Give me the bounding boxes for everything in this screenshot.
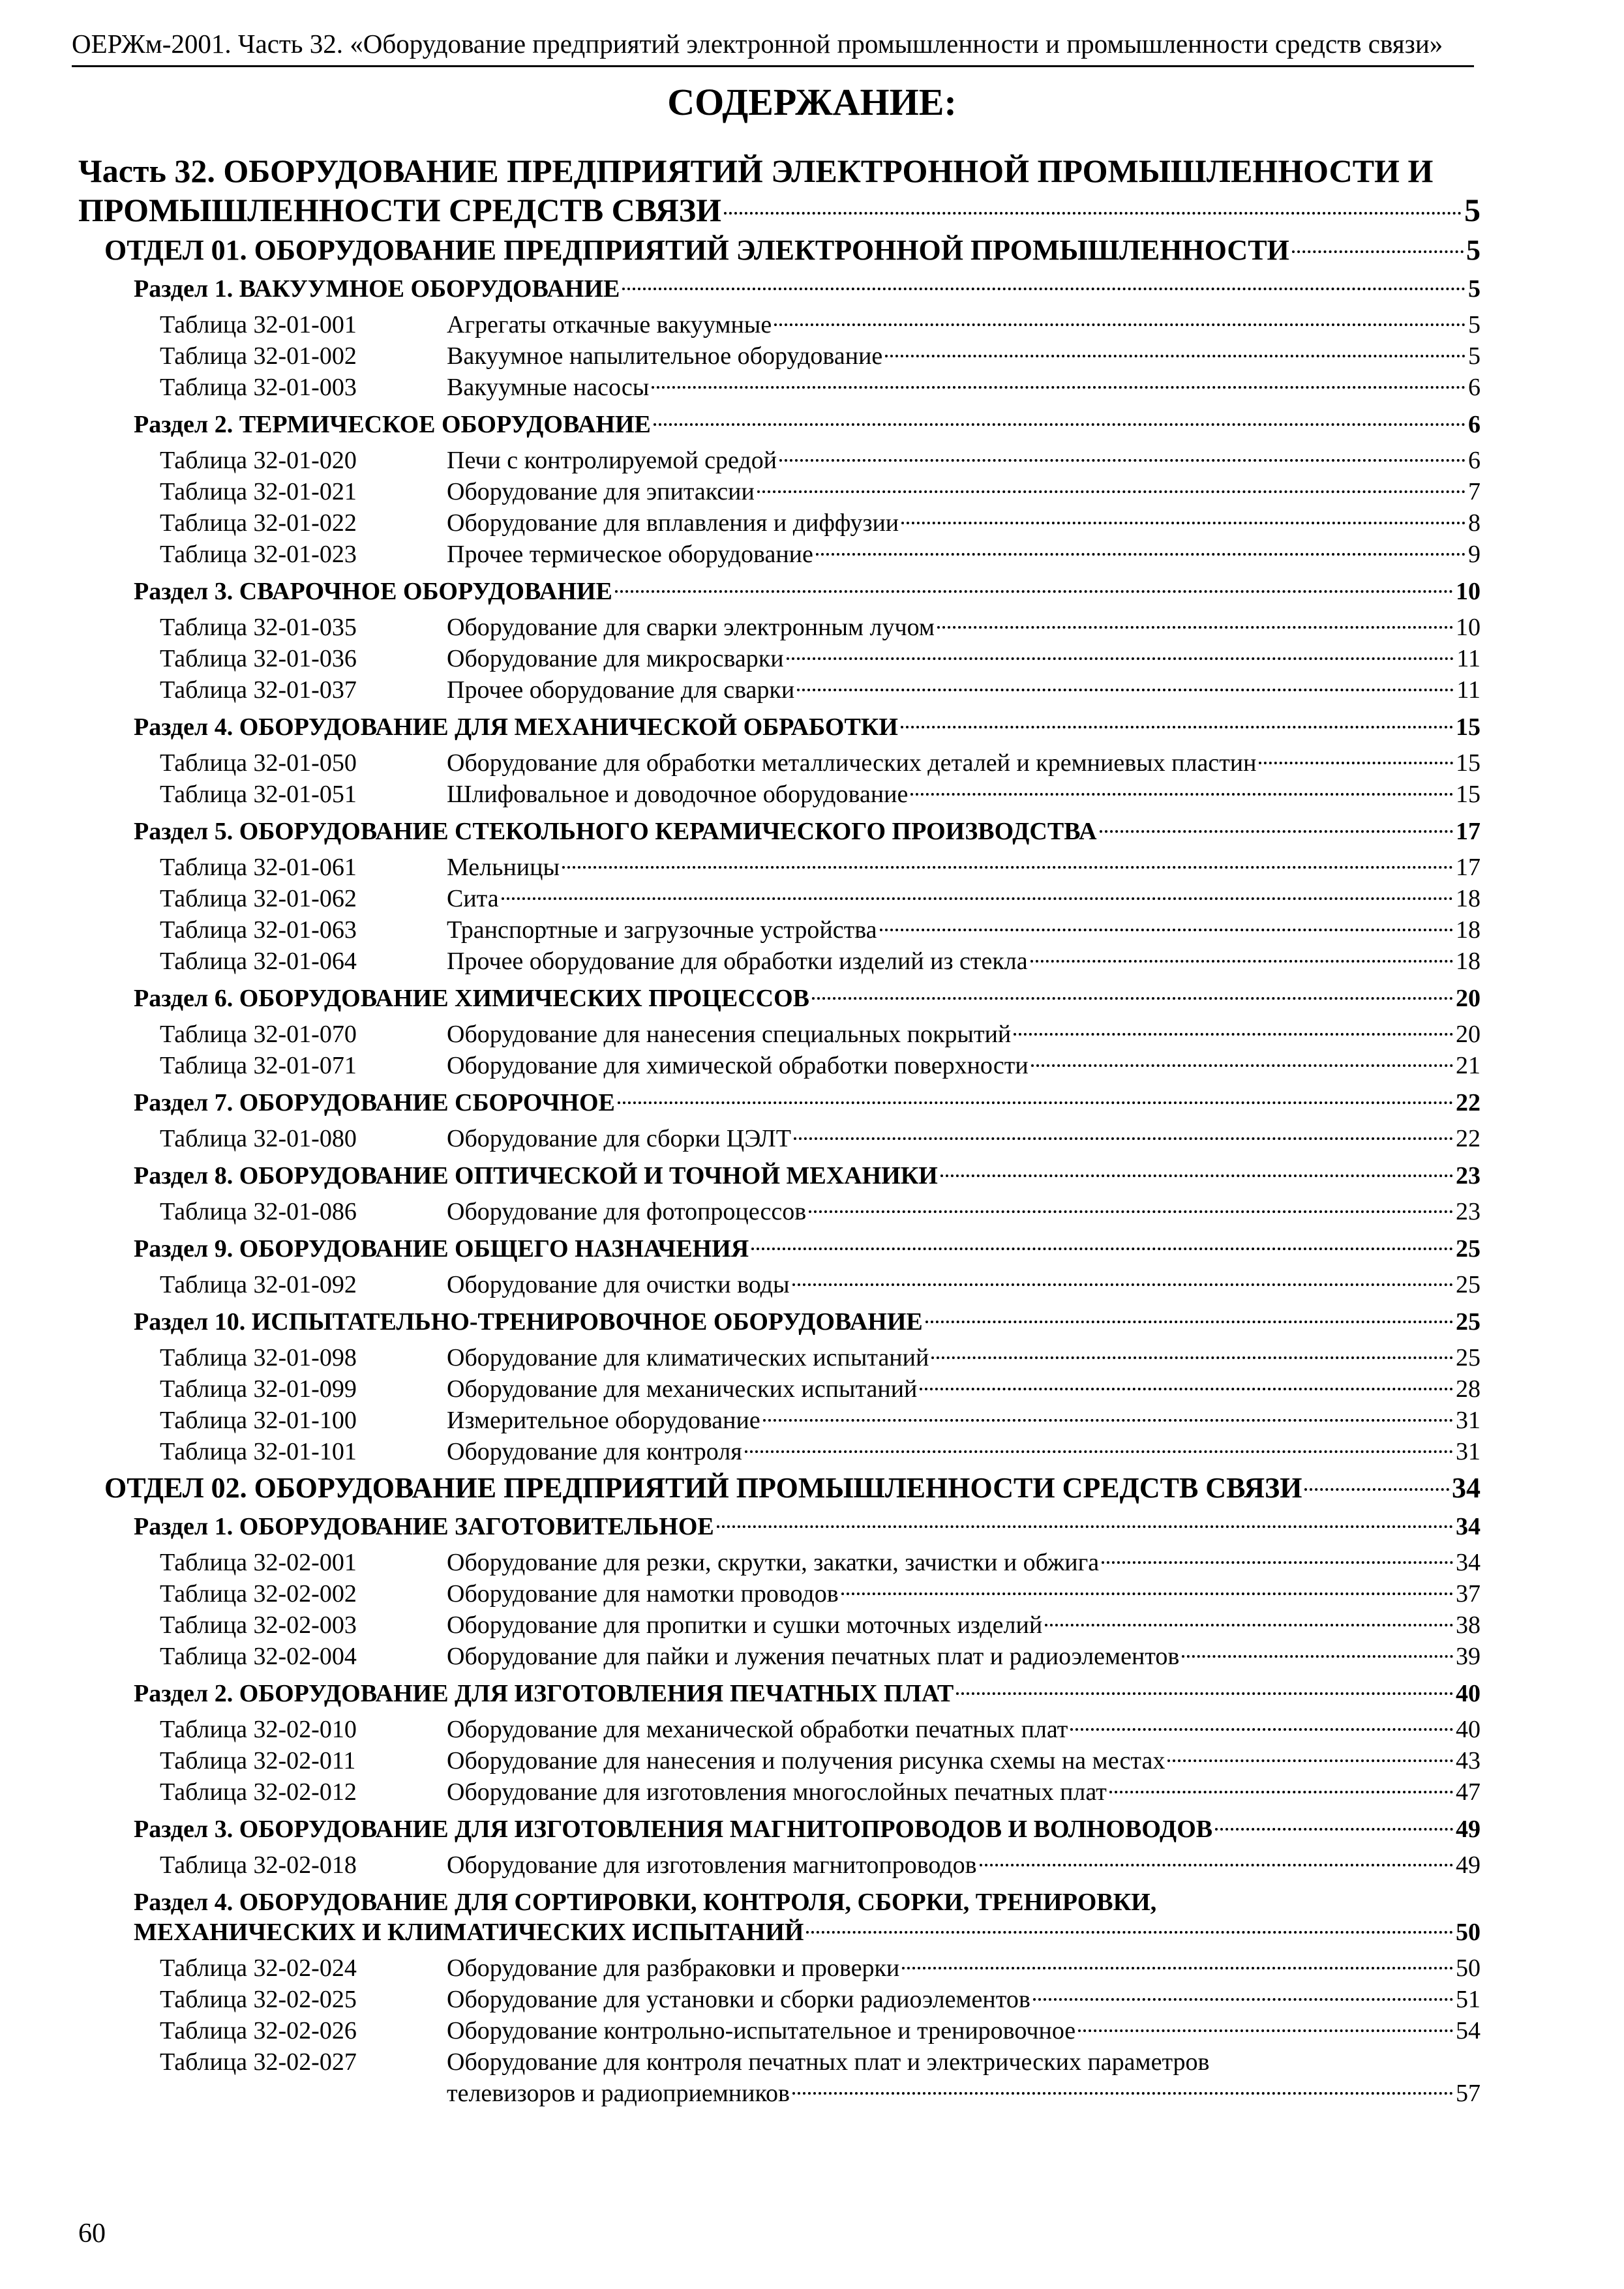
toc-table-number: Таблица 32-01-071	[160, 1052, 357, 1079]
toc-table-number: Таблица 32-02-024	[160, 1954, 357, 1982]
toc-table-entry[interactable]	[78, 476, 1481, 507]
toc-page-number: 28	[1456, 1375, 1481, 1403]
toc-entry-title: Вакуумное напылительное оборудование	[447, 342, 883, 370]
toc-page-number: 18	[1456, 885, 1481, 912]
dot-leader	[980, 1864, 1453, 1866]
toc-entry-title: Оборудование для эпитаксии	[447, 478, 755, 505]
toc-table-entry[interactable]	[78, 883, 1481, 914]
toc-entry-title: Оборудование для микросварки	[447, 645, 784, 672]
toc-table-number: Таблица 32-01-023	[160, 541, 357, 568]
toc-table-entry[interactable]	[78, 946, 1481, 977]
toc-section-entry[interactable]	[78, 576, 1481, 606]
dot-leader	[654, 423, 1466, 426]
dot-leader	[779, 459, 1466, 462]
toc-entry-title: Раздел 1. ВАКУУМНОЕ ОБОРУДОВАНИЕ	[134, 275, 620, 303]
toc-page-number: 34	[1456, 1549, 1481, 1576]
dot-leader	[622, 288, 1466, 290]
dot-leader	[901, 522, 1466, 524]
dot-leader	[1259, 762, 1453, 764]
toc-section-entry[interactable]	[78, 1512, 1481, 1542]
dot-leader	[562, 866, 1453, 869]
toc-table-entry[interactable]	[78, 643, 1481, 674]
toc-page-number: 6	[1468, 374, 1481, 401]
toc-page-number: 25	[1456, 1308, 1481, 1336]
toc-table-entry[interactable]	[78, 1714, 1481, 1745]
toc-page-number: 22	[1456, 1089, 1481, 1116]
toc-entry-title: Раздел 1. ОБОРУДОВАНИЕ ЗАГОТОВИТЕЛЬНОЕ	[134, 1513, 714, 1540]
toc-table-entry[interactable]	[78, 2015, 1481, 2046]
toc-table-number: Таблица 32-01-080	[160, 1125, 357, 1152]
toc-page-number: 43	[1456, 1747, 1481, 1774]
toc-page-number: 23	[1456, 1162, 1481, 1189]
toc-page-number: 7	[1468, 478, 1481, 505]
page-title: СОДЕРЖАНИЕ:	[667, 81, 957, 123]
dot-leader	[745, 1450, 1453, 1453]
toc-entry-title: Оборудование для изготовления многослойных печатных плат	[447, 1778, 1107, 1806]
toc-table-number: Таблица 32-02-011	[160, 1747, 356, 1774]
toc-entry-title: Шлифовальное и доводочное оборудование	[447, 781, 909, 808]
toc-page-number: 10	[1456, 578, 1481, 605]
toc-table-number: Таблица 32-01-061	[160, 854, 357, 881]
toc-entry-title: ОТДЕЛ 02. ОБОРУДОВАНИЕ ПРЕДПРИЯТИЙ ПРОМЫШЛЕННОСТИ СРЕДСТВ СВЯЗИ	[104, 1472, 1302, 1504]
dot-leader	[1292, 250, 1464, 253]
toc-section-entry[interactable]	[78, 1814, 1481, 1844]
toc-page-number: 17	[1456, 854, 1481, 881]
toc-table-entry[interactable]	[78, 1436, 1481, 1467]
toc-table-number: Таблица 32-01-036	[160, 645, 357, 672]
toc-section-entry[interactable]	[78, 1234, 1481, 1264]
toc-entry-title: Раздел 5. ОБОРУДОВАНИЕ СТЕКОЛЬНОГО КЕРАМИЧЕСКОГО ПРОИЗВОДСТВА	[134, 818, 1097, 845]
toc-table-entry[interactable]	[78, 1984, 1481, 2015]
toc-page-number: 11	[1456, 645, 1481, 672]
toc-page-number: 5	[1464, 192, 1481, 228]
toc-table-number: Таблица 32-01-098	[160, 1344, 357, 1371]
toc-table-number: Таблица 32-01-101	[160, 1438, 357, 1465]
dot-leader	[1014, 1033, 1453, 1036]
toc-section-entry[interactable]	[78, 983, 1481, 1013]
toc-table-entry[interactable]	[78, 1123, 1481, 1154]
toc-entry-title: Транспортные и загрузочные устройства	[447, 916, 877, 944]
toc-table-entry[interactable]	[78, 309, 1481, 340]
toc-entry-title: Оборудование для разбраковки и проверки	[447, 1954, 900, 1982]
page-number: 60	[78, 2219, 106, 2249]
toc-entry-title: Прочее оборудование для сварки	[447, 676, 795, 704]
toc-table-number: Таблица 32-01-020	[160, 447, 357, 474]
toc-table-entry[interactable]	[78, 372, 1481, 403]
toc-entry-title: Оборудование для изготовления магнитопроводов	[447, 1851, 977, 1879]
toc-section-entry[interactable]	[78, 1161, 1481, 1191]
dot-leader	[920, 1388, 1453, 1390]
toc-entry-title: Оборудование для пропитки и сушки моточных изделий	[447, 1611, 1043, 1639]
toc-entry-title-line1: Часть 32. ОБОРУДОВАНИЕ ПРЕДПРИЯТИЙ ЭЛЕКТРОННОЙ ПРОМЫШЛЕННОСТИ И	[78, 153, 1434, 189]
toc-section-entry[interactable]	[78, 274, 1481, 304]
toc-entry-title: Оборудование для нанесения специальных покрытий	[447, 1021, 1012, 1048]
toc-table-number: Таблица 32-01-002	[160, 342, 357, 370]
toc-table-entry[interactable]	[78, 612, 1481, 643]
toc-page-number: 6	[1468, 447, 1481, 474]
toc-table-number: Таблица 32-02-018	[160, 1851, 357, 1879]
dot-leader	[937, 626, 1453, 629]
dot-leader	[724, 212, 1462, 215]
toc-table-number: Таблица 32-01-099	[160, 1375, 357, 1403]
dot-leader	[774, 323, 1466, 326]
dot-leader	[757, 490, 1466, 493]
toc-table-number: Таблица 32-02-027	[160, 2048, 357, 2076]
toc-table-number: Таблица 32-01-021	[160, 478, 357, 505]
toc-entry-title: Оборудование для механических испытаний	[447, 1375, 918, 1403]
toc-section-entry[interactable]	[78, 1307, 1481, 1337]
toc-division-entry[interactable]	[78, 233, 1481, 267]
toc-entry-title-line1: Оборудование для контроля печатных плат и электрических параметров	[447, 2048, 1210, 2076]
toc-entry-title: Раздел 4. ОБОРУДОВАНИЕ ДЛЯ МЕХАНИЧЕСКОЙ ОБРАБОТКИ	[134, 713, 898, 741]
toc-entry-title: Раздел 9. ОБОРУДОВАНИЕ ОБЩЕГО НАЗНАЧЕНИЯ	[134, 1235, 749, 1263]
toc-page-number: 21	[1456, 1052, 1481, 1079]
dot-leader	[1045, 1624, 1453, 1626]
toc-page-number: 25	[1456, 1344, 1481, 1371]
dot-leader	[925, 1321, 1453, 1323]
toc-entry-title: Оборудование для сварки электронным лучом	[447, 614, 935, 641]
toc-page-number: 5	[1468, 275, 1481, 303]
toc-page-number: 20	[1456, 985, 1481, 1012]
toc-page-number: 54	[1456, 2017, 1481, 2044]
toc-section-entry[interactable]	[78, 410, 1481, 440]
toc-page-number: 6	[1468, 411, 1481, 438]
toc-table-entry[interactable]	[78, 1196, 1481, 1227]
toc-table-number: Таблица 32-01-022	[160, 509, 357, 537]
toc-page-number: 47	[1456, 1778, 1481, 1806]
dot-leader	[885, 355, 1466, 357]
toc-entry-title: Оборудование для обработки металлических деталей и кремниевых пластин	[447, 749, 1257, 777]
toc-entry-title: Агрегаты откачные вакуумные	[447, 311, 772, 338]
toc-entry-title: Раздел 10. ИСПЫТАТЕЛЬНО-ТРЕНИРОВОЧНОЕ ОБОРУДОВАНИЕ	[134, 1308, 923, 1336]
toc-entry-title: Вакуумные насосы	[447, 374, 650, 401]
toc-entry-title: Оборудование для резки, скрутки, закатки, зачистки и обжига	[447, 1549, 1100, 1576]
toc-table-number: Таблица 32-01-070	[160, 1021, 357, 1048]
dot-leader	[1031, 1064, 1453, 1067]
toc-table-entry[interactable]	[78, 674, 1481, 706]
dot-leader	[806, 1931, 1453, 1934]
toc-table-number: Таблица 32-02-001	[160, 1549, 357, 1576]
toc-page-number: 23	[1456, 1198, 1481, 1225]
toc-section-entry[interactable]	[78, 712, 1481, 742]
toc-entry-title: Оборудование для механической обработки печатных плат	[447, 1716, 1068, 1743]
dot-leader	[502, 897, 1453, 900]
toc-page-number: 11	[1456, 676, 1481, 704]
toc-page-number: 22	[1456, 1125, 1481, 1152]
toc-table-number: Таблица 32-02-004	[160, 1643, 357, 1670]
toc-page-number: 25	[1456, 1271, 1481, 1298]
toc-page-number: 15	[1456, 781, 1481, 808]
dot-leader	[931, 1356, 1453, 1359]
toc-entry-title: Раздел 8. ОБОРУДОВАНИЕ ОПТИЧЕСКОЙ И ТОЧНОЙ МЕХАНИКИ	[134, 1162, 938, 1189]
toc-table-number: Таблица 32-02-012	[160, 1778, 357, 1806]
toc-page-number: 57	[1456, 2080, 1481, 2107]
toc-entry-title: Оборудование для сборки ЦЭЛТ	[447, 1125, 791, 1152]
dot-leader	[797, 689, 1454, 691]
toc-page-number: 18	[1456, 916, 1481, 944]
dot-leader	[816, 553, 1466, 556]
toc-page-number: 9	[1468, 541, 1481, 568]
toc-table-number: Таблица 32-02-010	[160, 1716, 357, 1743]
toc-page-number: 51	[1456, 1986, 1481, 2013]
toc-entry-title: Печи с контролируемой средой	[447, 447, 777, 474]
dot-leader	[1109, 1791, 1453, 1793]
toc-section-entry[interactable]	[78, 1887, 1481, 1947]
dot-leader	[1304, 1488, 1449, 1491]
toc-entry-title: Прочее термическое оборудование	[447, 541, 813, 568]
toc-page-number: 18	[1456, 948, 1481, 975]
toc-table-entry[interactable]	[78, 1849, 1481, 1881]
toc-page-number: 39	[1456, 1643, 1481, 1670]
dot-leader	[841, 1593, 1453, 1595]
toc-table-entry[interactable]	[78, 1050, 1481, 1081]
toc-entry-title: Оборудование для химической обработки поверхности	[447, 1052, 1029, 1079]
toc-entry-title: Оборудование для фотопроцессов	[447, 1198, 807, 1225]
dot-leader	[652, 386, 1466, 389]
dot-leader	[880, 929, 1453, 931]
toc-table-entry[interactable]	[78, 1609, 1481, 1641]
toc-table-entry[interactable]	[78, 1373, 1481, 1405]
toc-table-entry[interactable]	[78, 747, 1481, 779]
toc-entry-title: Сита	[447, 885, 499, 912]
toc-table-entry[interactable]	[78, 1641, 1481, 1672]
toc-page-number: 37	[1456, 1580, 1481, 1608]
dot-leader	[1033, 1998, 1453, 2001]
toc-table-number: Таблица 32-02-026	[160, 2017, 357, 2044]
toc-page-number: 20	[1456, 1021, 1481, 1048]
toc-entry-title: Оборудование для пайки и лужения печатных плат и радиоэлементов	[447, 1643, 1180, 1670]
toc-table-number: Таблица 32-01-064	[160, 948, 357, 975]
toc-page-number: 17	[1456, 818, 1481, 845]
toc-table-number: Таблица 32-02-025	[160, 1986, 357, 2013]
dot-leader	[792, 1283, 1453, 1286]
dot-leader	[940, 1174, 1453, 1177]
toc-page-number: 8	[1468, 509, 1481, 537]
dot-leader	[794, 1137, 1453, 1140]
toc-part-entry[interactable]	[78, 151, 1481, 230]
toc-table-entry[interactable]	[78, 2046, 1481, 2109]
toc-entry-title: Мельницы	[447, 854, 560, 881]
toc-table-entry[interactable]	[78, 1578, 1481, 1609]
toc-section-entry[interactable]	[78, 1679, 1481, 1709]
toc-table-entry[interactable]	[78, 445, 1481, 476]
toc-page-number: 5	[1468, 342, 1481, 370]
toc-page-number: 15	[1456, 713, 1481, 741]
dot-leader	[956, 1692, 1453, 1695]
toc-table-entry[interactable]	[78, 507, 1481, 539]
toc-page-number: 31	[1456, 1438, 1481, 1465]
toc-table-entry[interactable]	[78, 1547, 1481, 1578]
toc-table-entry[interactable]	[78, 779, 1481, 810]
toc-entry-title: Оборудование для нанесения и получения рисунка схемы на местах	[447, 1747, 1165, 1774]
toc-table-number: Таблица 32-01-086	[160, 1198, 357, 1225]
toc-table-entry[interactable]	[78, 1776, 1481, 1808]
toc-entry-title: Оборудование для вплавления и диффузии	[447, 509, 899, 537]
toc-table-entry[interactable]	[78, 1019, 1481, 1050]
dot-leader	[1167, 1759, 1453, 1762]
toc-table-entry[interactable]	[78, 1269, 1481, 1300]
toc-page-number: 50	[1456, 1954, 1481, 1982]
dot-leader	[812, 997, 1453, 1000]
toc-table-number: Таблица 32-01-063	[160, 916, 357, 944]
dot-leader	[792, 2092, 1453, 2095]
dot-leader	[717, 1525, 1453, 1528]
dot-leader	[1078, 2029, 1453, 2032]
toc-entry-title: Оборудование для контроля	[447, 1438, 742, 1465]
dot-leader	[618, 1101, 1453, 1104]
dot-leader	[1182, 1655, 1453, 1658]
dot-leader	[910, 793, 1453, 796]
toc-table-number: Таблица 32-01-001	[160, 311, 357, 338]
toc-entry-title: ОТДЕЛ 01. ОБОРУДОВАНИЕ ПРЕДПРИЯТИЙ ЭЛЕКТРОННОЙ ПРОМЫШЛЕННОСТИ	[104, 234, 1289, 266]
toc-entry-title: МЕХАНИЧЕСКИХ И КЛИМАТИЧЕСКИХ ИСПЫТАНИЙ	[134, 1919, 804, 1946]
dot-leader	[1100, 830, 1453, 833]
dot-leader	[902, 1967, 1453, 1969]
toc-page-number: 34	[1452, 1472, 1481, 1504]
toc-entry-title: Измерительное оборудование	[447, 1407, 760, 1434]
dot-leader	[787, 657, 1454, 660]
toc-entry-title: Раздел 2. ТЕРМИЧЕСКОЕ ОБОРУДОВАНИЕ	[134, 411, 651, 438]
toc-entry-title: Раздел 6. ОБОРУДОВАНИЕ ХИМИЧЕСКИХ ПРОЦЕССОВ	[134, 985, 810, 1012]
dot-leader	[1102, 1561, 1453, 1564]
toc-table-number: Таблица 32-01-100	[160, 1407, 357, 1434]
toc-entry-title: Прочее оборудование для обработки изделий из стекла	[447, 948, 1028, 975]
toc-section-entry[interactable]	[78, 1088, 1481, 1118]
toc-entry-title: Оборудование для намотки проводов	[447, 1580, 839, 1608]
toc-table-entry[interactable]	[78, 852, 1481, 883]
dot-leader	[615, 590, 1453, 593]
dot-leader	[751, 1248, 1453, 1250]
toc-entry-title: Раздел 7. ОБОРУДОВАНИЕ СБОРОЧНОЕ	[134, 1089, 615, 1116]
running-header: ОЕРЖм-2001. Часть 32. «Оборудование предприятий электронной промышленности и промышленности средств связи»	[72, 27, 1474, 67]
toc-page-number: 40	[1456, 1716, 1481, 1743]
toc-table-entry[interactable]	[78, 340, 1481, 372]
toc-entry-title: Оборудование для климатических испытаний	[447, 1344, 929, 1371]
toc-table-number: Таблица 32-01-035	[160, 614, 357, 641]
dot-leader	[1070, 1728, 1453, 1731]
toc-page-number: 50	[1456, 1919, 1481, 1946]
toc-table-entry[interactable]	[78, 539, 1481, 570]
toc-page-number: 38	[1456, 1611, 1481, 1639]
toc-table-entry[interactable]	[78, 1745, 1481, 1776]
toc-entry-title: Раздел 2. ОБОРУДОВАНИЕ ДЛЯ ИЗГОТОВЛЕНИЯ ПЕЧАТНЫХ ПЛАТ	[134, 1680, 954, 1707]
toc-page-number: 40	[1456, 1680, 1481, 1707]
toc-table-number: Таблица 32-01-092	[160, 1271, 357, 1298]
toc-table-number: Таблица 32-01-003	[160, 374, 357, 401]
toc-page-number: 5	[1468, 311, 1481, 338]
toc-table-entry[interactable]	[78, 1405, 1481, 1436]
toc-table-number: Таблица 32-01-051	[160, 781, 357, 808]
toc-table-entry[interactable]	[78, 914, 1481, 946]
toc-page-number: 34	[1456, 1513, 1481, 1540]
dot-leader	[763, 1419, 1453, 1422]
toc-entry-title: Оборудование для установки и сборки радиоэлементов	[447, 1986, 1030, 2013]
toc-division-entry[interactable]	[78, 1471, 1481, 1505]
toc-page-number: 15	[1456, 749, 1481, 777]
dot-leader	[1030, 960, 1453, 963]
toc-table-entry[interactable]	[78, 1342, 1481, 1373]
toc-entry-title: Оборудование для очистки воды	[447, 1271, 790, 1298]
toc-table-number: Таблица 32-01-037	[160, 676, 357, 704]
toc-entry-title: Оборудование контрольно-испытательное и тренировочное	[447, 2017, 1076, 2044]
toc-table-number: Таблица 32-02-003	[160, 1611, 357, 1639]
toc-entry-title: Раздел 3. ОБОРУДОВАНИЕ ДЛЯ ИЗГОТОВЛЕНИЯ МАГНИТОПРОВОДОВ И ВОЛНОВОДОВ	[134, 1816, 1213, 1843]
dot-leader	[809, 1210, 1453, 1213]
dot-leader	[1215, 1828, 1453, 1831]
toc-table-number: Таблица 32-01-050	[160, 749, 357, 777]
toc-section-entry[interactable]	[78, 816, 1481, 846]
toc-page-number: 10	[1456, 614, 1481, 641]
dot-leader	[901, 726, 1453, 728]
toc-page-number: 49	[1456, 1851, 1481, 1879]
toc-table-entry[interactable]	[78, 1952, 1481, 1984]
toc-page-number: 49	[1456, 1816, 1481, 1843]
toc-entry-title: ПРОМЫШЛЕННОСТИ СРЕДСТВ СВЯЗИ	[78, 192, 722, 228]
toc-page-number: 25	[1456, 1235, 1481, 1263]
toc-entry-title: Раздел 3. СВАРОЧНОЕ ОБОРУДОВАНИЕ	[134, 578, 612, 605]
toc-page-number: 31	[1456, 1407, 1481, 1434]
toc-table-number: Таблица 32-02-002	[160, 1580, 357, 1608]
table-of-contents	[78, 151, 1481, 2109]
toc-entry-title-line1: Раздел 4. ОБОРУДОВАНИЕ ДЛЯ СОРТИРОВКИ, КОНТРОЛЯ, СБОРКИ, ТРЕНИРОВКИ,	[134, 1889, 1157, 1916]
toc-page-number: 5	[1466, 234, 1481, 266]
toc-table-number: Таблица 32-01-062	[160, 885, 357, 912]
toc-entry-title: телевизоров и радиоприемников	[447, 2080, 790, 2107]
